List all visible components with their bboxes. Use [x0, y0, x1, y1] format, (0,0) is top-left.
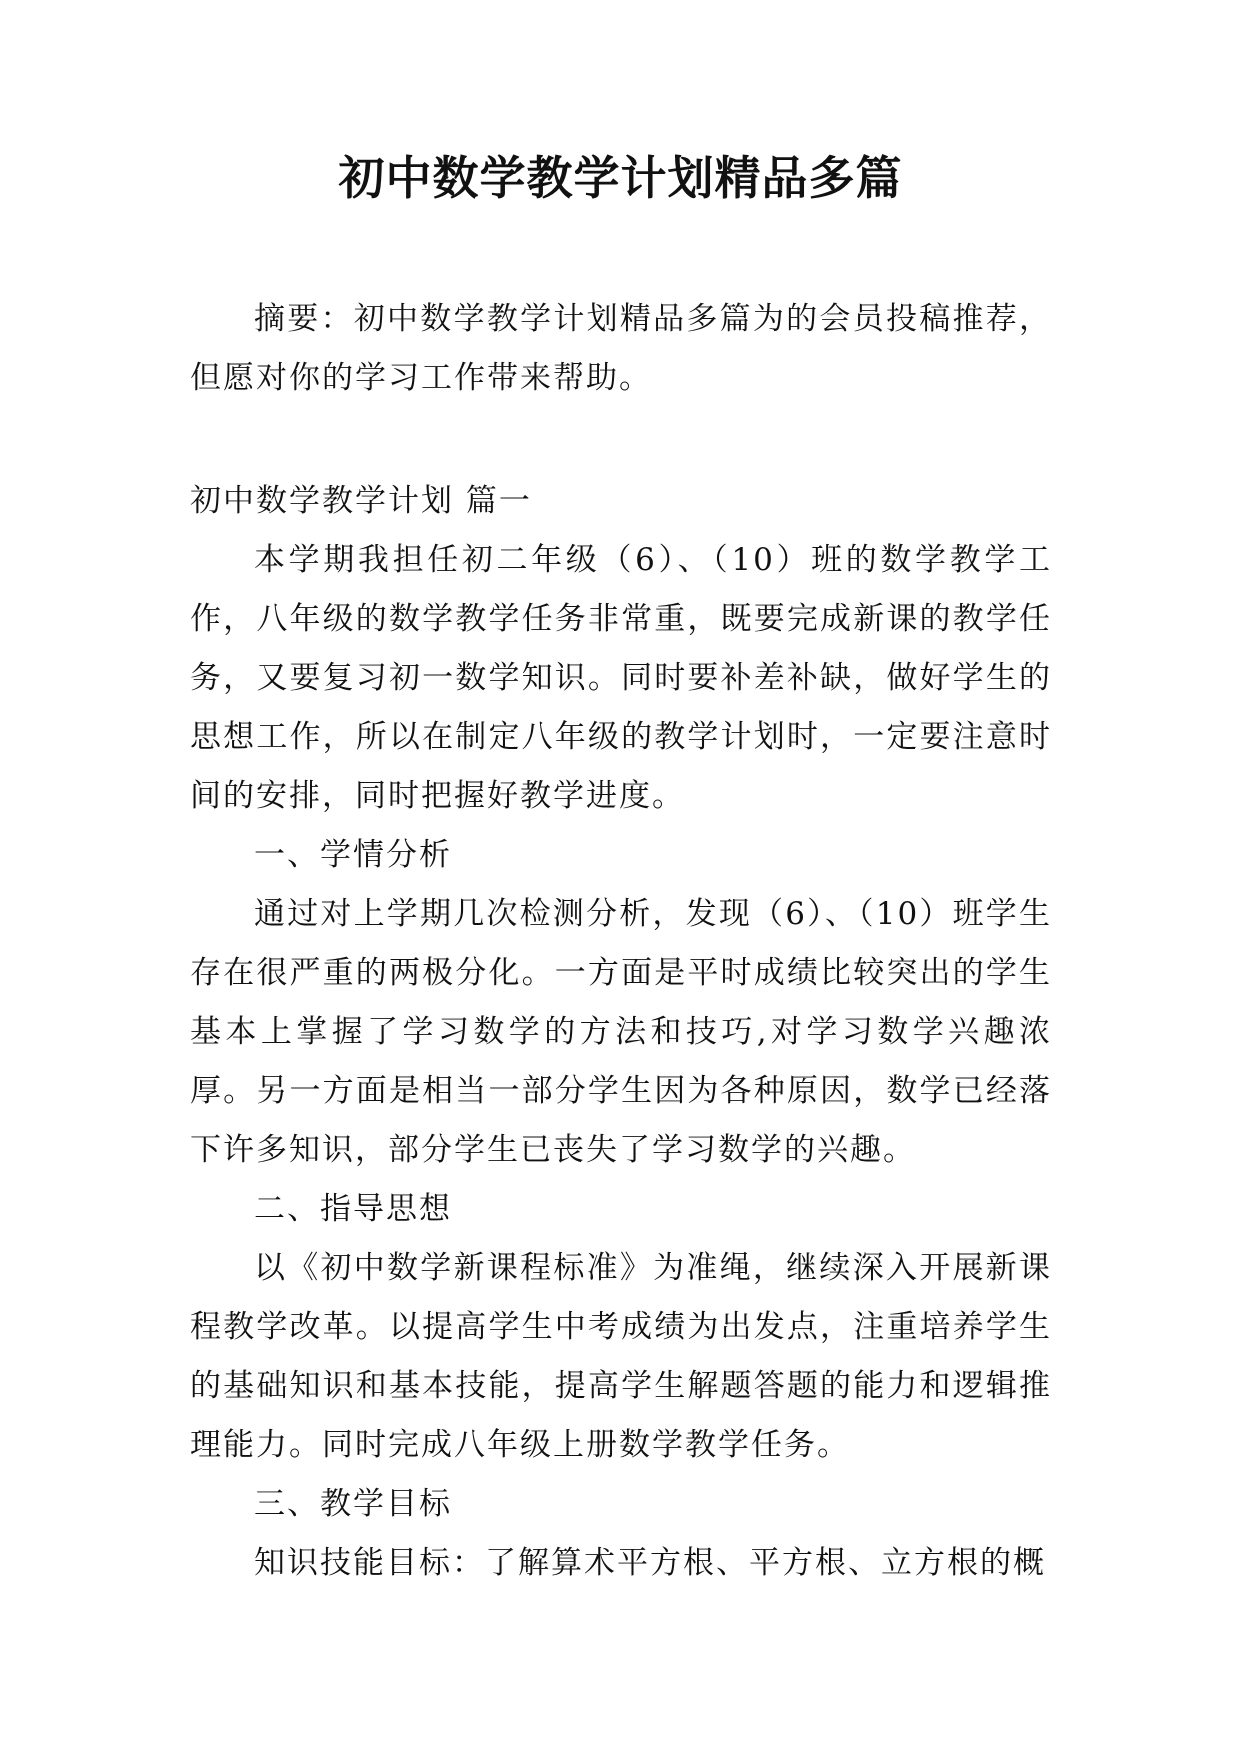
- document-body: [190, 290, 1052, 1593]
- teaching-goals-paragraph: 知识技能目标：了解算术平方根、平方根、立方根的概: [254, 1545, 1046, 1581]
- subheading-guiding-ideology: 二、指导思想: [254, 1191, 452, 1227]
- guiding-ideology-paragraph: 以《初中数学新课程标准》为准绳，继续深入开展新课程教学改革。以提高学生中考成绩为出发点，注重培养学生的基础知识和基本技能，提高学生解题答题的能力和逻辑推理能力。同时完成八年级上册数学教学任务。: [190, 1250, 1052, 1463]
- section-heading: 初中数学教学计划 篇一: [190, 483, 532, 519]
- spacer: [190, 408, 1052, 472]
- intro-paragraph: 本学期我担任初二年级（6）、（10）班的数学教学工作，八年级的数学教学任务非常重，既要完成新课的教学任务，又要复习初一数学知识。同时要补差补缺，做好学生的思想工作，所以在制定八年级的教学计划时，一定要注意时间的安排，同时把握好教学进度。: [190, 542, 1052, 814]
- abstract-paragraph: 摘要：初中数学教学计划精品多篇为的会员投稿推荐，但愿对你的学习工作带来帮助。: [190, 301, 1052, 396]
- subheading-teaching-goals: 三、教学目标: [254, 1486, 452, 1522]
- document-title: 初中数学教学计划精品多篇: [338, 151, 903, 205]
- learning-analysis-paragraph: 通过对上学期几次检测分析，发现（6）、（10）班学生存在很严重的两极分化。一方面是平时成绩比较突出的学生基本上掌握了学习数学的方法和技巧,对学习数学兴趣浓厚。另一方面是相当一部分学生因为各种原因，数学已经落下许多知识，部分学生已丧失了学习数学的兴趣。: [190, 896, 1052, 1168]
- subheading-learning-analysis: 一、学情分析: [254, 837, 452, 873]
